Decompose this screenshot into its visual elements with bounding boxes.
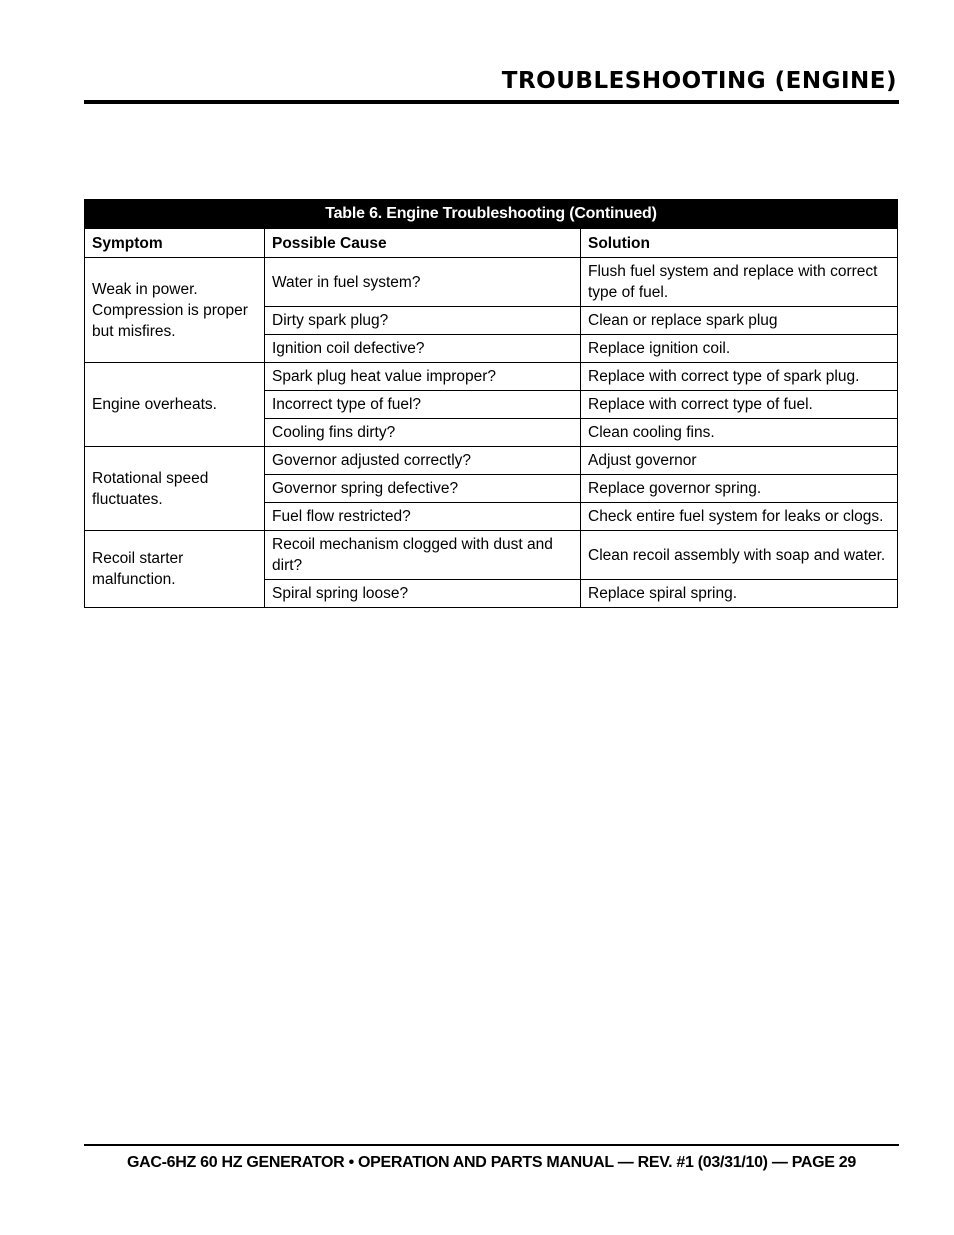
cause-cell: Incorrect type of fuel? (265, 391, 581, 419)
title-divider (84, 100, 899, 104)
solution-cell: Replace with correct type of fuel. (581, 391, 898, 419)
symptom-cell: Engine overheats. (85, 363, 265, 447)
cause-cell: Governor spring defective? (265, 475, 581, 503)
cause-cell: Spiral spring loose? (265, 580, 581, 608)
column-header-solution: Solution (581, 229, 898, 258)
solution-cell: Flush fuel system and replace with correct type of fuel. (581, 258, 898, 307)
table-row (85, 258, 898, 307)
column-header-symptom: Symptom (85, 229, 265, 258)
table-caption: Table 6. Engine Troubleshooting (Continued) (84, 199, 898, 228)
solution-cell: Check entire fuel system for leaks or clogs. (581, 503, 898, 531)
cause-cell: Recoil mechanism clogged with dust and dirt? (265, 531, 581, 580)
solution-cell: Replace with correct type of spark plug. (581, 363, 898, 391)
solution-cell: Replace governor spring. (581, 475, 898, 503)
solution-cell: Clean cooling fins. (581, 419, 898, 447)
footer-divider (84, 1144, 899, 1146)
table-header-row (85, 229, 898, 258)
cause-cell: Spark plug heat value improper? (265, 363, 581, 391)
solution-cell: Replace spiral spring. (581, 580, 898, 608)
cause-cell: Fuel flow restricted? (265, 503, 581, 531)
page-footer: GAC-6HZ 60 HZ GENERATOR • OPERATION AND PARTS MANUAL — REV. #1 (03/31/10) — PAGE 29 (127, 1154, 856, 1171)
solution-cell: Replace ignition coil. (581, 335, 898, 363)
table-row (85, 447, 898, 475)
page-title: TROUBLESHOOTING (ENGINE) (501, 68, 897, 94)
cause-cell: Ignition coil defective? (265, 335, 581, 363)
solution-cell: Clean recoil assembly with soap and water. (581, 531, 898, 580)
column-header-possible-cause: Possible Cause (265, 229, 581, 258)
solution-cell: Adjust governor (581, 447, 898, 475)
cause-cell: Governor adjusted correctly? (265, 447, 581, 475)
symptom-cell: Weak in power. Compression is proper but misfires. (85, 258, 265, 363)
table-row (85, 363, 898, 391)
cause-cell: Water in fuel system? (265, 258, 581, 307)
cause-cell: Cooling fins dirty? (265, 419, 581, 447)
table-row (85, 531, 898, 580)
solution-cell: Clean or replace spark plug (581, 307, 898, 335)
symptom-cell: Rotational speed fluctuates. (85, 447, 265, 531)
symptom-cell: Recoil starter malfunction. (85, 531, 265, 608)
cause-cell: Dirty spark plug? (265, 307, 581, 335)
engine-troubleshooting-table (84, 199, 898, 608)
